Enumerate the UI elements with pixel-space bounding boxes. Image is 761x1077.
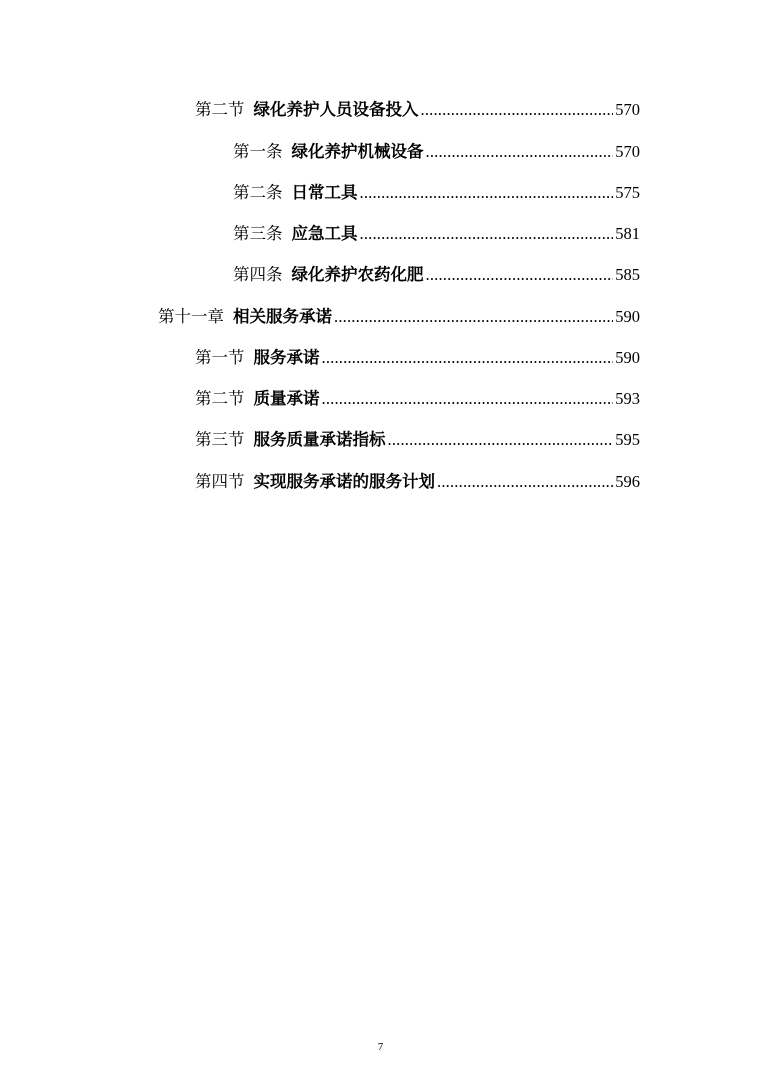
toc-entry[interactable] — [233, 181, 640, 205]
toc-entry-title: 应急工具 — [291, 224, 358, 243]
toc-entry-title: 绿化养护人员设备投入 — [253, 100, 419, 119]
toc-entry-number: 第二条 — [233, 183, 283, 202]
toc-entry[interactable] — [195, 98, 640, 122]
toc-entry-number: 第一节 — [195, 348, 245, 367]
toc-dot-leader — [334, 305, 613, 329]
toc-entry[interactable] — [233, 263, 640, 287]
toc-entry-title: 质量承诺 — [253, 389, 320, 408]
toc-entry-title: 绿化养护机械设备 — [291, 142, 424, 161]
toc-entry-page: 593 — [615, 389, 640, 408]
toc-dot-leader — [360, 222, 614, 246]
toc-dot-leader — [322, 346, 614, 370]
toc-entry[interactable] — [195, 346, 640, 370]
toc-entry-page: 590 — [615, 348, 640, 367]
toc-entry-number: 第三节 — [195, 430, 245, 449]
toc-entry-title: 服务质量承诺指标 — [253, 430, 386, 449]
toc-entry-title: 服务承诺 — [253, 348, 320, 367]
toc-dot-leader — [426, 140, 614, 164]
toc-entry[interactable] — [195, 470, 640, 494]
toc-dot-leader — [426, 263, 614, 287]
toc-entry-page: 596 — [615, 472, 640, 491]
toc-entry[interactable] — [195, 387, 640, 411]
toc-entry-title: 相关服务承诺 — [233, 307, 332, 326]
toc-entry-number: 第二节 — [195, 389, 245, 408]
toc-dot-leader — [322, 387, 614, 411]
toc-dot-leader — [437, 470, 613, 494]
toc-entry-number: 第四节 — [195, 472, 245, 491]
toc-entry-title: 实现服务承诺的服务计划 — [253, 472, 435, 491]
page-number: 7 — [377, 1041, 384, 1053]
toc-dot-leader — [421, 98, 614, 122]
toc-entry-page: 575 — [615, 183, 640, 202]
toc-entry-number: 第三条 — [233, 224, 283, 243]
toc-entry-number: 第一条 — [233, 142, 283, 161]
toc-entry-title: 日常工具 — [291, 183, 358, 202]
toc-entry-page: 581 — [615, 224, 640, 243]
toc-entry[interactable] — [158, 305, 640, 329]
toc-entry-number: 第四条 — [233, 265, 283, 284]
toc-entry[interactable] — [195, 428, 640, 452]
toc-entry-page: 570 — [615, 100, 640, 119]
toc-entry-title: 绿化养护农药化肥 — [291, 265, 424, 284]
toc-entry-page: 570 — [615, 142, 640, 161]
toc-entry-page: 585 — [615, 265, 640, 284]
toc-entry[interactable] — [233, 222, 640, 246]
toc-entry-page: 595 — [615, 430, 640, 449]
toc-entry-number: 第二节 — [195, 100, 245, 119]
toc-dot-leader — [388, 428, 614, 452]
toc-dot-leader — [360, 181, 614, 205]
toc-entry-number: 第十一章 — [158, 307, 224, 326]
toc-entry[interactable] — [233, 140, 640, 164]
toc-entry-page: 590 — [615, 307, 640, 326]
